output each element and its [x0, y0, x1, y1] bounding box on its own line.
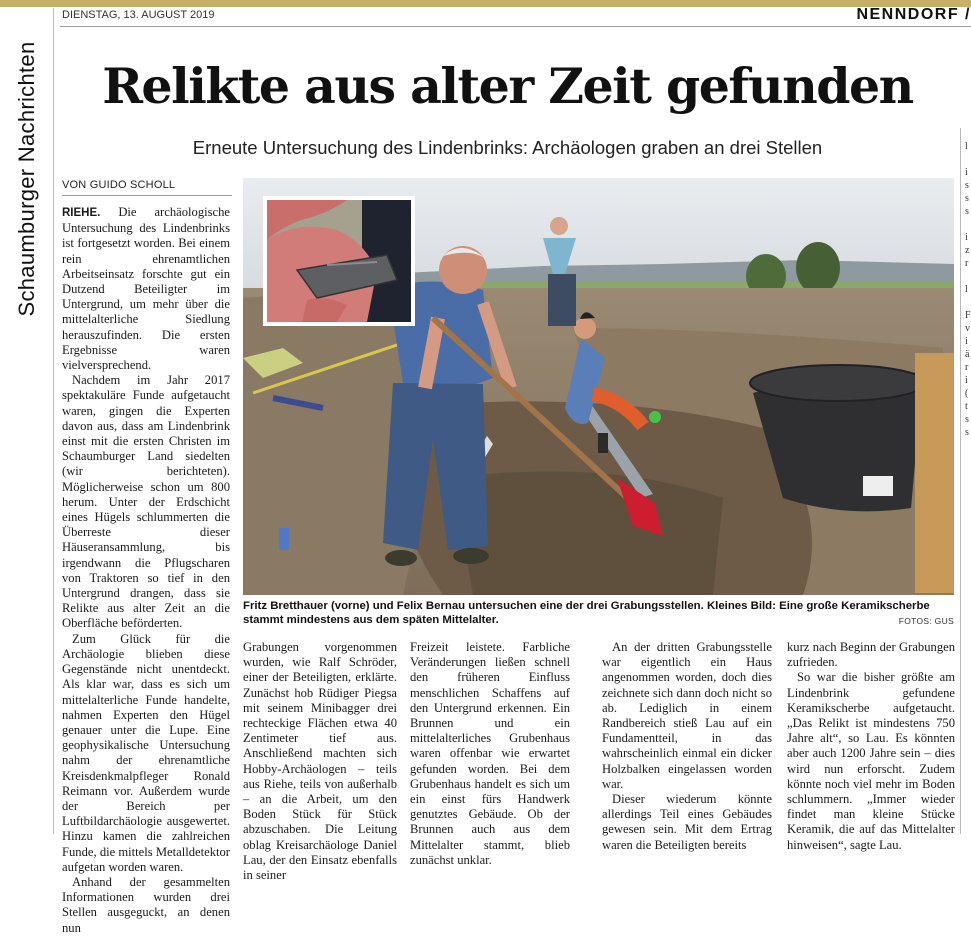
text-column-4 [602, 640, 772, 852]
paragraph: Dieser wiederum könnte allerdings Teil eines Gebäudes gewesen sein. Mit dem Ertrag waren die Beteiligten bereits [602, 792, 772, 852]
paragraph: Anhand der gesammelten Informationen wurden drei Stellen ausgeguckt, an denen nun [62, 874, 230, 935]
paragraph: Nachdem im Jahr 2017 spektakuläre Funde aufgetaucht waren, gingen die Experten davon aus, dass am Lindenbrink einst mit die ersten Christen im Schaumburger Land siedelten (wir berichteten). Möglicherweise schon um 800 herum. Unter der Erdschicht eines Hügels schlummerten die Überreste dieser Häuseransammlung, bis irgendwann die Pflugscharen von Traktoren so tief in den Untergrund drangen, dass sie Relikte aus alter Zeit an die Oberfläche beförderten. [62, 373, 230, 631]
photo-credit: FOTOS: GUS [898, 616, 954, 626]
text-column-1 [62, 205, 230, 935]
text-column-3 [410, 640, 570, 867]
article-subheadline: Erneute Untersuchung des Lindenbrinks: Archäologen graben an drei Stellen [192, 137, 823, 158]
byline: VON GUIDO SCHOLL [62, 179, 176, 191]
article-headline: Relikte aus alter Zeit gefunden [102, 57, 913, 115]
paragraph: Zum Glück für die Archäologie blieben diese Gegenstände nicht unentdeckt. Als klar war, dass es sich um mittelalterliche Funde handelte, nahmen Experten den Hügel genauer unter die Lupe. Eine geophysikalische Untersuchung nahm der ehrenamtliche Kreisdenkmalpfleger Ronald Reimann vor. Außerdem wurde der Bereich per Luftbildarchäologie ausgewertet. Hinzu kamen die zahlreichen Funde, die mittels Metalldetektor aufgetan worden waren. [62, 631, 230, 874]
inset-photo [263, 196, 415, 326]
top-accent-bar [0, 0, 971, 7]
paragraph: Freizeit leistete. Farbliche Veränderungen ließen schnell den früheren Einfluss menschlichen Schaffens auf den Untergrund erkennen. Ein Brunnen und ein mittelalterliches Grubenhaus waren offenbar wie erwartet gefunden worden. Bei dem Grubenhaus handelt es sich um ein einst fürs Handwerk genutztes Gebäude. Ob der Brunnen auch aus dem Mittelalter stammt, blieb zunächst unklar. [410, 640, 570, 867]
pottery-shard-image [267, 200, 411, 322]
paragraph: kurz nach Beginn der Grabungen zufrieden. [787, 640, 955, 670]
paragraph: So war die bisher größte am Lindenbrink gefundene Keramikscherbe aufgetaucht. „Das Relikt ist mindestens 750 Jahre alt“, so Lau. Es könnten aber auch 1200 Jahre sein – dies wird nun erforscht. Zudem könnte noch viel mehr im Boden schlummern. „Immer wieder findet man kleine Stücke Keramik, die auf das Mittelalter hinweisen“, sagte Lau. [787, 670, 955, 852]
issue-date: DIENSTAG, 13. AUGUST 2019 [62, 9, 215, 21]
left-divider [53, 8, 54, 834]
text-column-5 [787, 640, 955, 852]
photo-caption: Fritz Bretthauer (vorne) und Felix Bernau untersuchen eine der drei Grabungsstellen. Kleines Bild: Eine große Keramikscherbe stammt mindestens aus dem späten Mittelalter. [243, 600, 930, 626]
byline-divider [62, 195, 232, 196]
right-divider [960, 128, 961, 834]
paragraph: An der dritten Grabungsstelle war eigentlich ein Haus angenommen worden, doch dies zeichnete sich dann doch nicht so ab. Lediglich in einem Randbereich stieß Lau auf ein Fundamentteil, in das wahrscheinlich einmal ein dicker Holzbalken eingelassen worden war. [602, 640, 772, 791]
dateline: RIEHE. [62, 207, 101, 219]
section-label: NENNDORF / [856, 6, 971, 23]
header-divider [60, 26, 971, 27]
text-column-2 [243, 640, 397, 883]
paragraph: Grabungen vorgenommen wurden, wie Ralf Schröder, einer der Beteiligten, erklärte. Zunächst hob Rüdiger Piegsa mit seinem Minibagger drei rechteckige Flächen etwa 40 Zentimeter tief aus. Anschließend machten sich Hobby-Archäologen – teils aus Riehe, teils von außerhalb – an die Arbeit, um den Boden Stück für Stück abzuschaben. Die Leitung oblag Kreisarchäologe Daniel Lau, der den Einsatz ebenfalls in seiner [243, 640, 397, 883]
lead-text: Die archäologische Untersuchung des Lindenbrinks ist fortgesetzt worden. Bei einem rein ehrenamtlichen Arbeitseinsatz forschte gut ein Dutzend Beteiligter im Untergrund, um mehr über die mittelalterliche Siedlung herauszufinden. Die ersten Ergebnisse waren vielversprechend. [62, 205, 230, 373]
lead-paragraph [62, 205, 230, 373]
publication-name [4, 14, 50, 344]
adjacent-article-edge: l i s s s i z r l F v i ä r i ( t s s [965, 141, 971, 438]
publication-name-text: Schaumburger Nachrichten [14, 41, 39, 317]
